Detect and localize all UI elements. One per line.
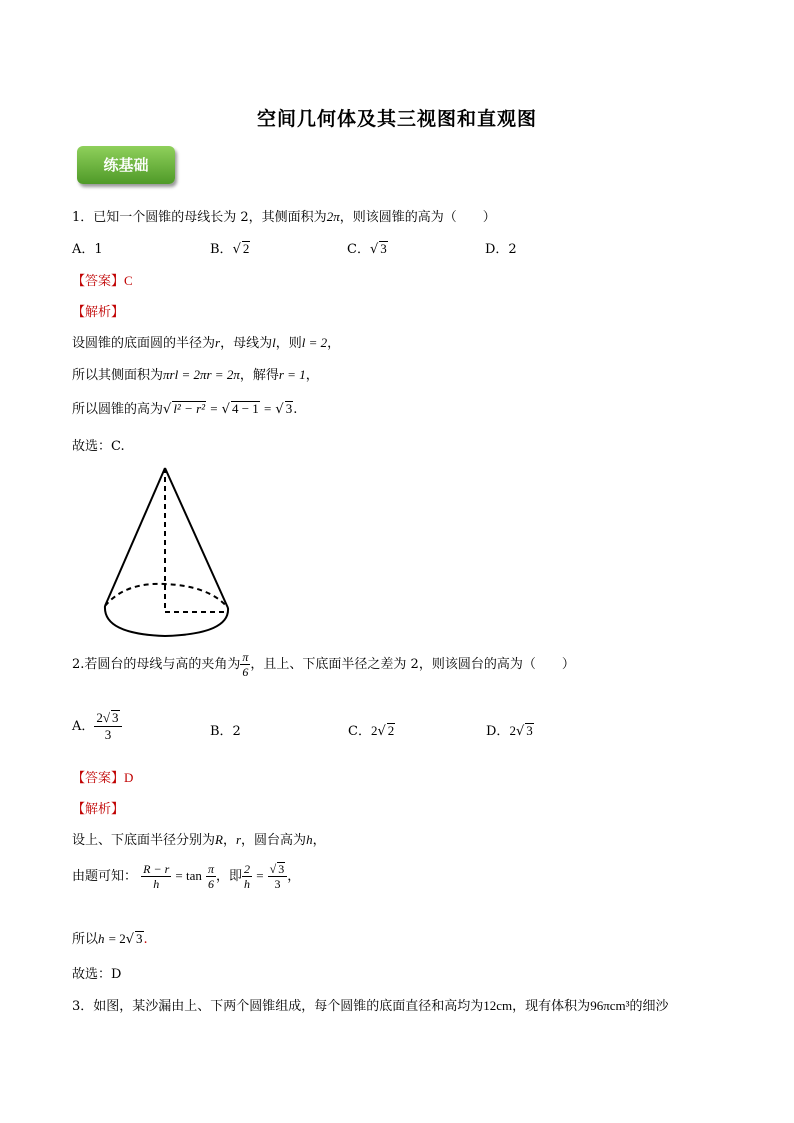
q2-analysis-line-3: 所以h = 2√ 3. — [72, 931, 148, 947]
cone-base-back — [105, 584, 228, 608]
q2-analysis-line-1: 设上、下底面半径分别为R，r，圆台高为h， — [72, 832, 326, 848]
cone-slant-left — [105, 468, 165, 606]
q1-option-a: A．1 — [72, 242, 103, 257]
q2-option-d: D．2√ 3 — [486, 723, 533, 739]
cone-figure — [95, 462, 240, 642]
page-title: 空间几何体及其三视图和直观图 — [256, 108, 537, 130]
q1-analysis-line-3: 所以圆锥的高为√ l² − r² = √ 4 − 1 = √ 3. — [72, 401, 298, 417]
q2-choose: 故选：D — [72, 967, 122, 982]
section-badge: 练基础 — [77, 146, 175, 184]
q2-analysis-label: 【解析】 — [72, 802, 125, 817]
q1-answer: 【答案】C — [72, 273, 133, 289]
q1-option-b: B．√ 2 — [210, 241, 250, 257]
q1-analysis-line-2: 所以其侧面积为πrl = 2πr = 2π，解得r = 1， — [72, 367, 319, 383]
cone-slant-right — [165, 468, 228, 608]
q1-option-d: D．2 — [485, 242, 517, 257]
q2-answer: 【答案】D — [72, 770, 134, 786]
q1-analysis-label: 【解析】 — [72, 305, 125, 320]
q3-stem: 3．如图，某沙漏由上、下两个圆锥组成，每个圆锥的底面直径和高均为12cm，现有体积为96πcm³的细沙 — [72, 998, 669, 1014]
q2-option-b: B．2 — [210, 724, 241, 739]
q2-stem: 2.若圆台的母线与高的夹角为 $\frac{\pi}{6}$ ，且上、下底面半径之差为 2，则该圆台的高为（ ） — [72, 650, 575, 679]
q2-option-c: C．2√ 2 — [348, 723, 395, 739]
q2-analysis-line-2: 由题可知： $\frac{R - r}{h}$ = tan $\frac{\pi}{6}$ ，即 $\frac{2}{h}$ = $\frac{√ 3}{3}$ ， — [72, 862, 301, 891]
cone-base-front — [105, 606, 228, 636]
q1-choose: 故选：C. — [72, 439, 125, 454]
q1-option-c: C．√ 3 — [347, 241, 387, 257]
q2-option-a: A． $\frac{2√ 3}{3}$ — [72, 710, 122, 743]
q1-analysis-line-1: 设圆锥的底面圆的半径为r，母线为l，则l = 2， — [72, 335, 341, 351]
q1-stem: 1．已知一个圆锥的母线长为 2，其侧面积为2π，则该圆锥的高为（ ） — [72, 209, 496, 225]
